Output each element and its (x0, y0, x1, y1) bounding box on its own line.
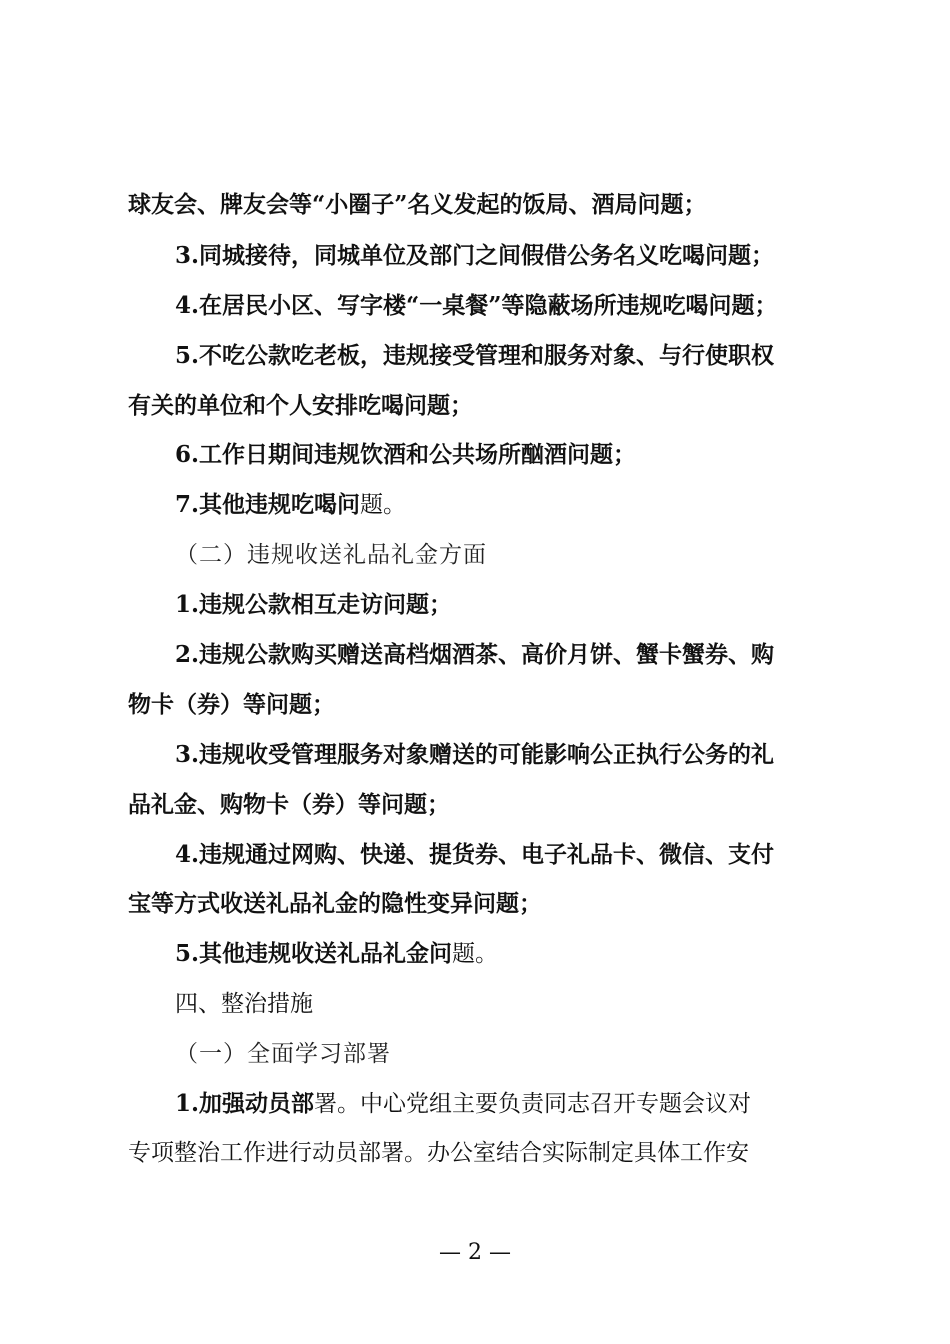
text-line: 4.违规通过网购、快递、提货券、电子礼品卡、微信、支付 (175, 841, 775, 868)
text-line: 2.违规公款购买赠送高档烟酒茶、高价月饼、蟹卡蟹券、购 (175, 641, 775, 668)
section-heading: 四、整治措施 (175, 991, 313, 1017)
text-line: 球友会、牌友会等“小圈子”名义发起的饭局、酒局问题； (128, 191, 707, 218)
text-line: 6.工作日期间违规饮酒和公共场所酗酒问题； (175, 441, 637, 468)
text-line: 品礼金、购物卡（券）等问题； (128, 791, 450, 818)
text-bold-part: 7.其他违规吃喝问 (175, 491, 361, 518)
section-heading: （二）违规收送礼品礼金方面 (175, 542, 487, 568)
text-line: 1.违规公款相互走访问题； (175, 591, 453, 618)
text-bold-part: 5.其他违规收送礼品礼金问 (175, 940, 453, 967)
text-line: 3.违规收受管理服务对象赠送的可能影响公正执行公务的礼 (175, 741, 775, 768)
text-rest-part: 题。 (360, 492, 407, 518)
text-line (175, 490, 885, 520)
text-line (175, 939, 885, 969)
text-line: 3.同城接待，同城单位及部门之间假借公务名义吃喝问题； (175, 242, 775, 269)
text-bold-part: 1.加强动员部 (175, 1090, 315, 1117)
page-number: — 2 — (439, 1240, 511, 1265)
text-line (175, 1089, 885, 1119)
text-rest-part: 署。中心党组主要负责同志召开专题会议对 (314, 1091, 752, 1117)
text-line: 专项整治工作进行动员部署。办公室结合实际制定具体工作安 (128, 1140, 749, 1166)
text-line: 有关的单位和个人安排吃喝问题； (128, 392, 473, 419)
text-line: 物卡（券）等问题； (128, 691, 335, 718)
text-rest-part: 题。 (452, 941, 499, 967)
text-line: 4.在居民小区、写字楼“一桌餐”等隐蔽场所违规吃喝问题； (175, 292, 778, 319)
text-line: 5.不吃公款吃老板，违规接受管理和服务对象、与行使职权 (175, 342, 775, 369)
text-line: 宝等方式收送礼品礼金的隐性变异问题； (128, 890, 542, 917)
subsection-heading: （一）全面学习部署 (175, 1041, 391, 1067)
